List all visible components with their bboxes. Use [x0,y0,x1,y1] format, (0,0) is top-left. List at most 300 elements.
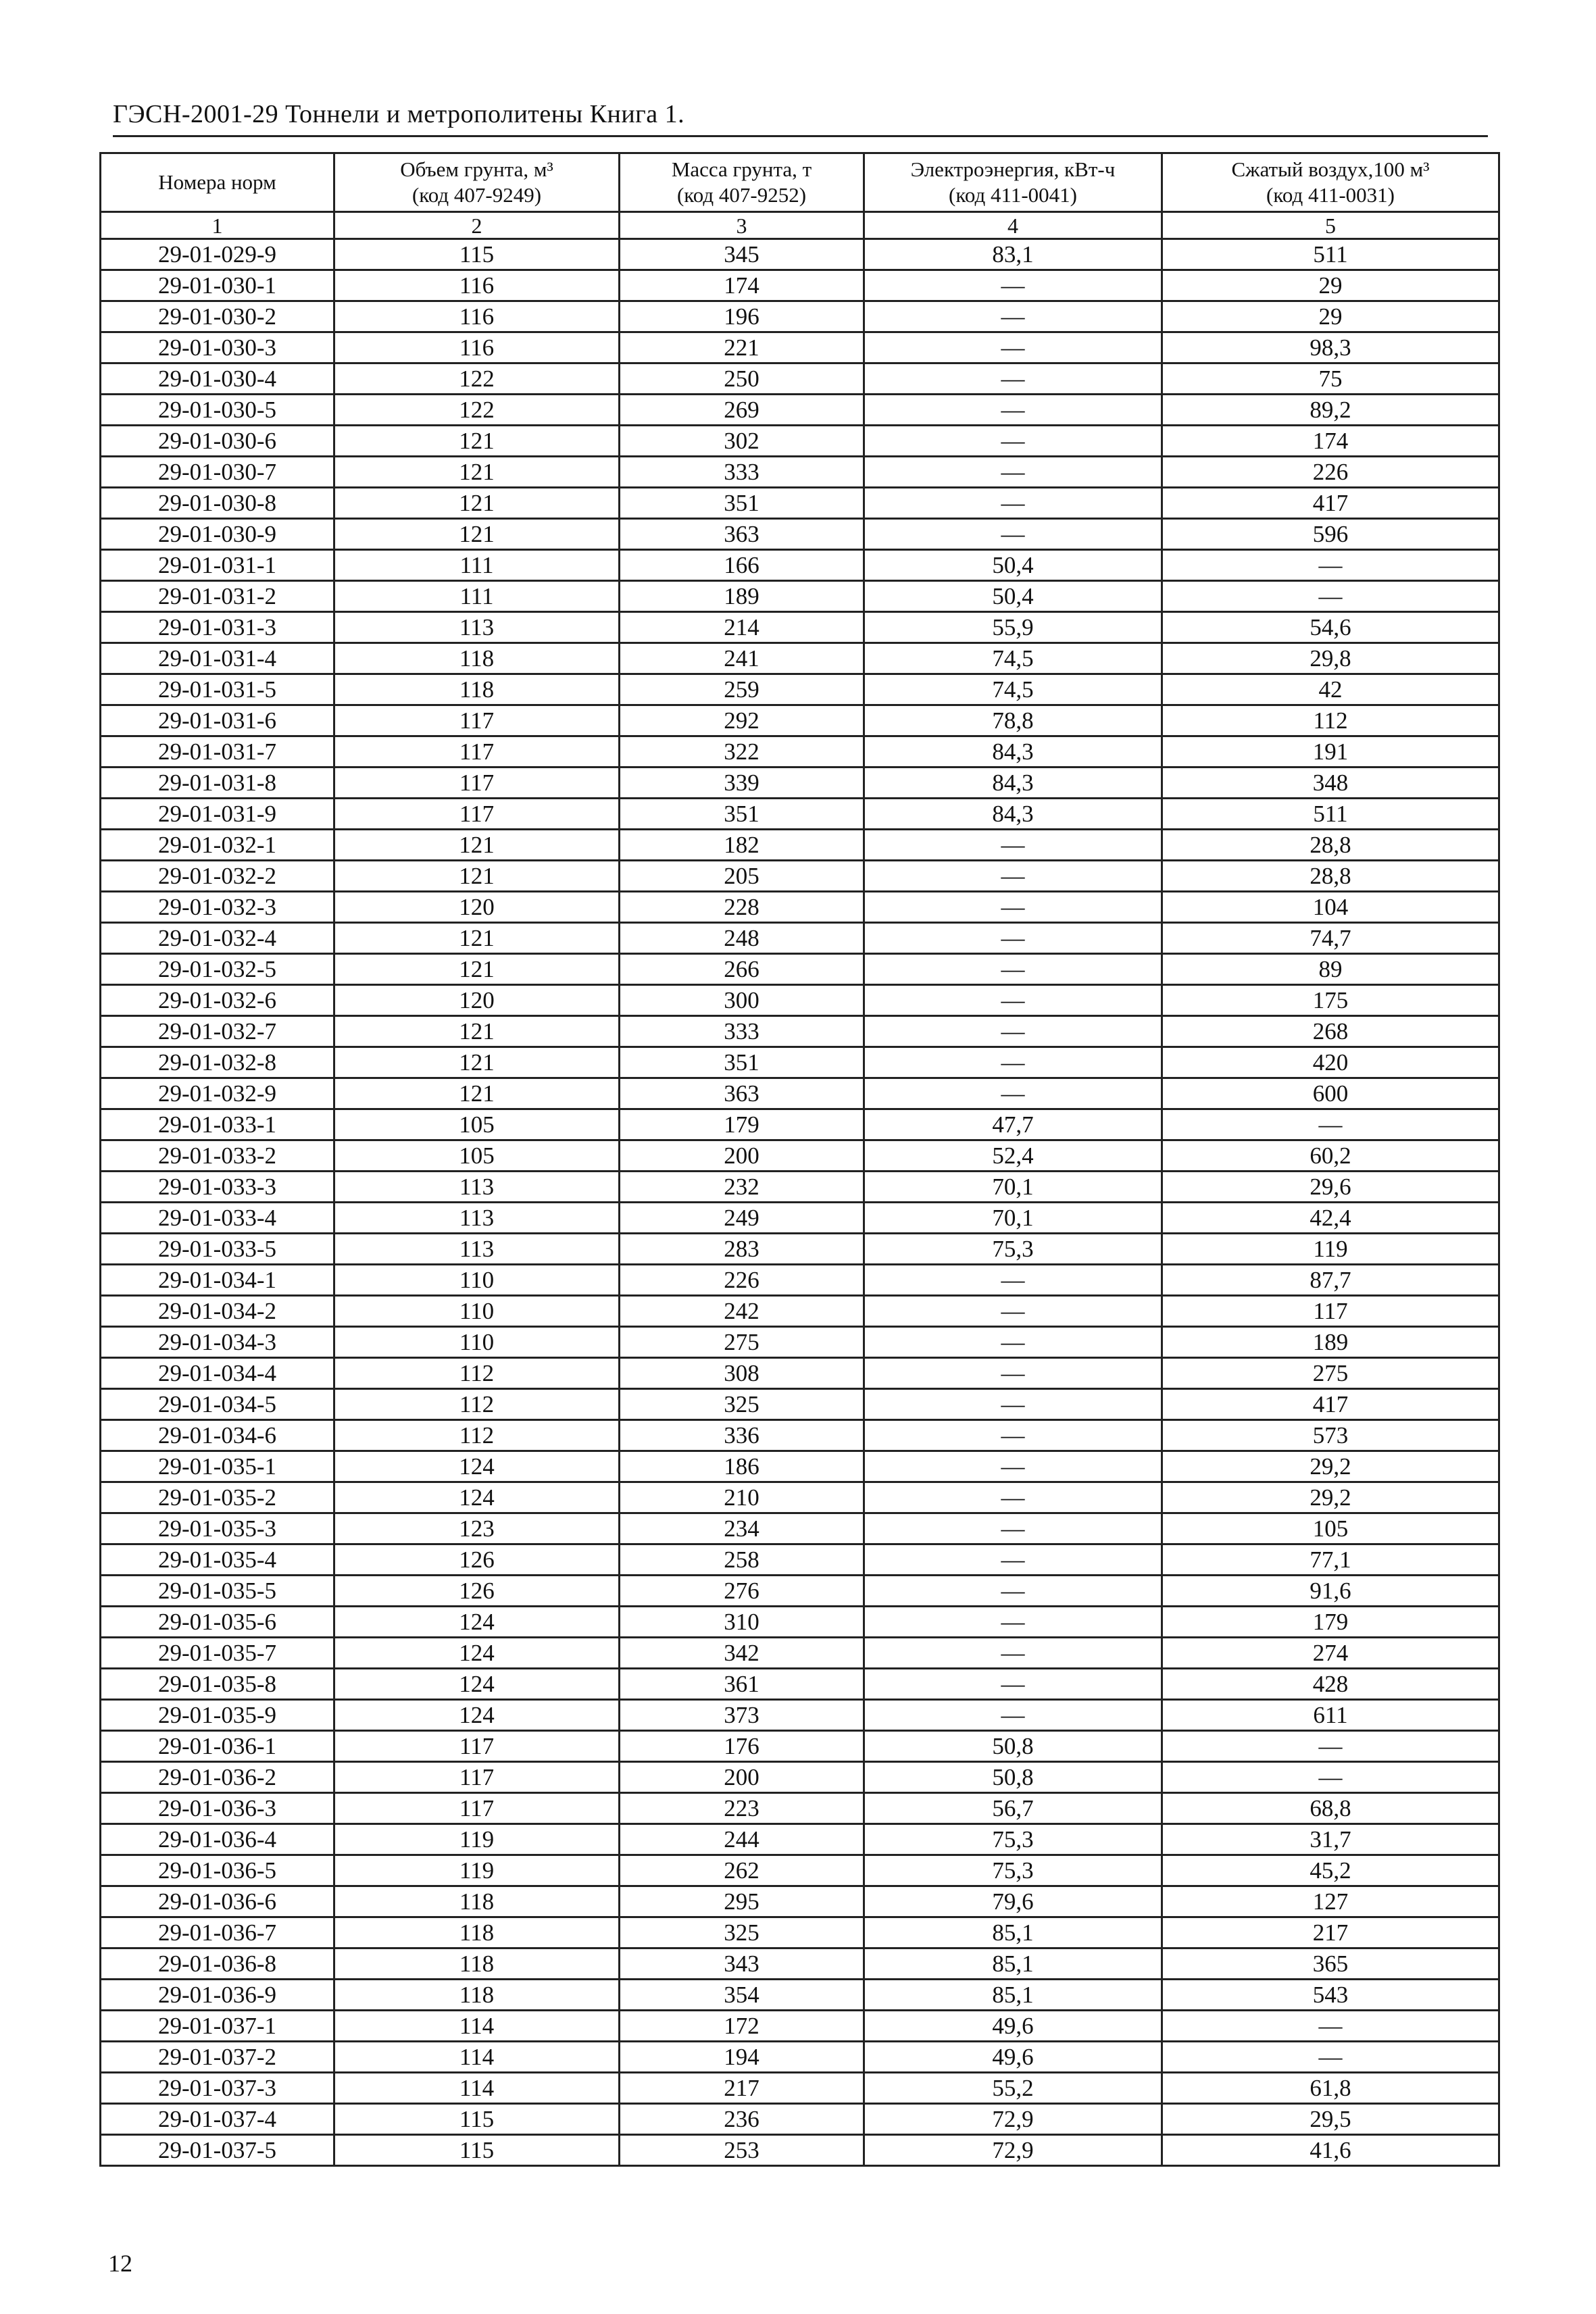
table-header-row [101,153,1499,212]
table-row [101,1762,1499,1793]
electricity-cell: — [864,1513,1162,1544]
norm-number-cell: 29-01-032-2 [101,861,334,892]
electricity-cell: 85,1 [864,1917,1162,1948]
table-row [101,1948,1499,1980]
norm-number-cell: 29-01-033-2 [101,1140,334,1172]
compressed-air-cell: 89 [1162,954,1499,985]
norm-number-cell: 29-01-036-4 [101,1824,334,1855]
soil-mass-cell: 266 [620,954,864,985]
soil-volume-cell: 126 [334,1544,620,1576]
electricity-cell: — [864,1607,1162,1638]
table-row [101,395,1499,426]
norm-number-cell: 29-01-036-8 [101,1948,334,1980]
soil-volume-cell: 122 [334,363,620,395]
soil-mass-cell: 217 [620,2073,864,2104]
electricity-cell: — [864,892,1162,923]
soil-volume-cell: 117 [334,768,620,799]
electricity-cell: 74,5 [864,674,1162,705]
table-row [101,2104,1499,2135]
table-row [101,923,1499,954]
soil-mass-cell: 172 [620,2011,864,2042]
soil-mass-cell: 226 [620,1265,864,1296]
table-row [101,1265,1499,1296]
compressed-air-cell: 77,1 [1162,1544,1499,1576]
compressed-air-cell: — [1162,1109,1499,1140]
norm-number-cell: 29-01-037-1 [101,2011,334,2042]
table-row [101,1047,1499,1078]
norm-number-cell: 29-01-031-9 [101,799,334,830]
table-row [101,1731,1499,1762]
table-row [101,239,1499,270]
soil-volume-cell: 117 [334,799,620,830]
table-row [101,2135,1499,2166]
table-row [101,1078,1499,1109]
norm-number-cell: 29-01-034-4 [101,1358,334,1389]
norm-number-cell: 29-01-035-5 [101,1576,334,1607]
column-number: 4 [864,212,1162,239]
compressed-air-cell: 60,2 [1162,1140,1499,1172]
electricity-cell: — [864,1389,1162,1420]
norm-number-cell: 29-01-033-1 [101,1109,334,1140]
soil-volume-cell: 105 [334,1109,620,1140]
soil-mass-cell: 336 [620,1420,864,1451]
table-row [101,1544,1499,1576]
norm-number-cell: 29-01-036-6 [101,1886,334,1917]
table-row [101,363,1499,395]
soil-mass-cell: 292 [620,705,864,736]
table-row [101,1482,1499,1513]
norm-number-cell: 29-01-037-3 [101,2073,334,2104]
norm-number-cell: 29-01-030-4 [101,363,334,395]
soil-volume-cell: 119 [334,1855,620,1886]
column-code: (код 407-9252) [676,183,807,207]
column-number-row [101,212,1499,239]
compressed-air-cell: — [1162,1731,1499,1762]
soil-mass-cell: 250 [620,363,864,395]
soil-mass-cell: 244 [620,1824,864,1855]
table-row [101,705,1499,736]
compressed-air-cell: 428 [1162,1669,1499,1700]
soil-mass-cell: 242 [620,1296,864,1327]
soil-mass-cell: 354 [620,1980,864,2011]
compressed-air-cell: 611 [1162,1700,1499,1731]
compressed-air-cell: 119 [1162,1234,1499,1265]
norm-number-cell: 29-01-030-8 [101,488,334,519]
norm-number-cell: 29-01-034-3 [101,1327,334,1358]
table-row [101,1855,1499,1886]
compressed-air-cell: 175 [1162,985,1499,1016]
electricity-cell: — [864,1544,1162,1576]
electricity-cell: — [864,519,1162,550]
compressed-air-cell: 29 [1162,270,1499,301]
soil-mass-cell: 300 [620,985,864,1016]
electricity-cell: 84,3 [864,736,1162,768]
compressed-air-cell: 105 [1162,1513,1499,1544]
soil-mass-cell: 345 [620,239,864,270]
electricity-cell: — [864,954,1162,985]
soil-mass-cell: 221 [620,332,864,363]
column-header-compressed-air [1162,153,1499,212]
soil-volume-cell: 118 [334,1886,620,1917]
soil-volume-cell: 115 [334,2104,620,2135]
norm-number-cell: 29-01-031-7 [101,736,334,768]
table-row [101,674,1499,705]
electricity-cell: 79,6 [864,1886,1162,1917]
norm-number-cell: 29-01-037-4 [101,2104,334,2135]
soil-mass-cell: 258 [620,1544,864,1576]
norm-number-cell: 29-01-031-6 [101,705,334,736]
soil-volume-cell: 118 [334,643,620,674]
table-row [101,1607,1499,1638]
soil-volume-cell: 121 [334,1078,620,1109]
soil-volume-cell: 112 [334,1420,620,1451]
soil-mass-cell: 179 [620,1109,864,1140]
norm-number-cell: 29-01-030-9 [101,519,334,550]
electricity-cell: — [864,363,1162,395]
compressed-air-cell: — [1162,581,1499,612]
compressed-air-cell: 29,6 [1162,1172,1499,1203]
compressed-air-cell: 68,8 [1162,1793,1499,1824]
electricity-cell: — [864,1265,1162,1296]
soil-volume-cell: 121 [334,488,620,519]
soil-mass-cell: 200 [620,1140,864,1172]
soil-volume-cell: 117 [334,705,620,736]
norms-table [99,152,1500,2167]
soil-volume-cell: 126 [334,1576,620,1607]
electricity-cell: — [864,332,1162,363]
compressed-air-cell: 31,7 [1162,1824,1499,1855]
norm-number-cell: 29-01-035-2 [101,1482,334,1513]
norm-number-cell: 29-01-030-2 [101,301,334,332]
compressed-air-cell: 348 [1162,768,1499,799]
soil-mass-cell: 259 [620,674,864,705]
soil-mass-cell: 333 [620,457,864,488]
soil-mass-cell: 176 [620,1731,864,1762]
table-row [101,2073,1499,2104]
table-row [101,799,1499,830]
compressed-air-cell: — [1162,1762,1499,1793]
compressed-air-cell: 61,8 [1162,2073,1499,2104]
soil-volume-cell: 113 [334,1172,620,1203]
electricity-cell: — [864,1078,1162,1109]
electricity-cell: 84,3 [864,768,1162,799]
soil-volume-cell: 120 [334,985,620,1016]
soil-mass-cell: 186 [620,1451,864,1482]
norm-number-cell: 29-01-036-7 [101,1917,334,1948]
soil-volume-cell: 110 [334,1327,620,1358]
soil-volume-cell: 114 [334,2011,620,2042]
table-row [101,457,1499,488]
compressed-air-cell: 104 [1162,892,1499,923]
table-row [101,1358,1499,1389]
soil-volume-cell: 114 [334,2073,620,2104]
table-row [101,1389,1499,1420]
soil-mass-cell: 363 [620,1078,864,1109]
soil-volume-cell: 117 [334,1793,620,1824]
table-row [101,488,1499,519]
compressed-air-cell: 98,3 [1162,332,1499,363]
electricity-cell: — [864,1016,1162,1047]
soil-volume-cell: 112 [334,1389,620,1420]
norm-number-cell: 29-01-034-5 [101,1389,334,1420]
soil-volume-cell: 114 [334,2042,620,2073]
soil-volume-cell: 105 [334,1140,620,1172]
table-row [101,581,1499,612]
electricity-cell: 78,8 [864,705,1162,736]
column-title: Электроэнергия, кВт-ч [910,157,1116,181]
compressed-air-cell: 28,8 [1162,861,1499,892]
soil-mass-cell: 361 [620,1669,864,1700]
soil-volume-cell: 118 [334,1980,620,2011]
norm-number-cell: 29-01-032-7 [101,1016,334,1047]
electricity-cell: 55,9 [864,612,1162,643]
table-row [101,1669,1499,1700]
column-code: (код 407-9249) [412,183,542,207]
column-title: Масса грунта, т [671,157,812,181]
soil-mass-cell: 308 [620,1358,864,1389]
norm-number-cell: 29-01-031-4 [101,643,334,674]
soil-volume-cell: 111 [334,550,620,581]
norm-number-cell: 29-01-032-9 [101,1078,334,1109]
electricity-cell: 55,2 [864,2073,1162,2104]
table-row [101,1203,1499,1234]
electricity-cell: — [864,985,1162,1016]
table-row [101,768,1499,799]
compressed-air-cell: 89,2 [1162,395,1499,426]
electricity-cell: 75,3 [864,1855,1162,1886]
electricity-cell: — [864,1451,1162,1482]
compressed-air-cell: 511 [1162,239,1499,270]
electricity-cell: — [864,1700,1162,1731]
soil-mass-cell: 196 [620,301,864,332]
soil-volume-cell: 122 [334,395,620,426]
electricity-cell: — [864,301,1162,332]
soil-volume-cell: 121 [334,830,620,861]
electricity-cell: — [864,861,1162,892]
soil-mass-cell: 248 [620,923,864,954]
table-row [101,332,1499,363]
compressed-air-cell: 75 [1162,363,1499,395]
column-title: Номера норм [158,170,276,194]
soil-mass-cell: 322 [620,736,864,768]
electricity-cell: 72,9 [864,2135,1162,2166]
electricity-cell: — [864,1638,1162,1669]
table-body [101,239,1499,2166]
soil-mass-cell: 214 [620,612,864,643]
table-row [101,2042,1499,2073]
column-title: Сжатый воздух,100 м³ [1231,157,1430,181]
column-number: 1 [101,212,334,239]
norm-number-cell: 29-01-034-6 [101,1420,334,1451]
table-row [101,643,1499,674]
compressed-air-cell: 191 [1162,736,1499,768]
norm-number-cell: 29-01-031-3 [101,612,334,643]
norm-number-cell: 29-01-036-3 [101,1793,334,1824]
norm-number-cell: 29-01-033-5 [101,1234,334,1265]
soil-volume-cell: 115 [334,239,620,270]
compressed-air-cell: 42,4 [1162,1203,1499,1234]
soil-mass-cell: 200 [620,1762,864,1793]
soil-volume-cell: 124 [334,1669,620,1700]
norm-number-cell: 29-01-035-3 [101,1513,334,1544]
norm-number-cell: 29-01-036-2 [101,1762,334,1793]
electricity-cell: 85,1 [864,1948,1162,1980]
soil-mass-cell: 342 [620,1638,864,1669]
norm-number-cell: 29-01-035-8 [101,1669,334,1700]
electricity-cell: — [864,426,1162,457]
column-number: 3 [620,212,864,239]
soil-mass-cell: 210 [620,1482,864,1513]
column-header-norm-number [101,153,334,212]
electricity-cell: 50,8 [864,1762,1162,1793]
electricity-cell: 56,7 [864,1793,1162,1824]
soil-volume-cell: 113 [334,612,620,643]
table-row [101,861,1499,892]
soil-volume-cell: 116 [334,332,620,363]
norm-number-cell: 29-01-031-2 [101,581,334,612]
column-number: 5 [1162,212,1499,239]
electricity-cell: 83,1 [864,239,1162,270]
soil-mass-cell: 302 [620,426,864,457]
table-row [101,270,1499,301]
table-row [101,1980,1499,2011]
table-row [101,1513,1499,1544]
electricity-cell: — [864,1576,1162,1607]
electricity-cell: 84,3 [864,799,1162,830]
electricity-cell: — [864,270,1162,301]
electricity-cell: 75,3 [864,1824,1162,1855]
norm-number-cell: 29-01-036-9 [101,1980,334,2011]
compressed-air-cell: — [1162,2011,1499,2042]
electricity-cell: 50,8 [864,1731,1162,1762]
electricity-cell: — [864,830,1162,861]
electricity-cell: — [864,457,1162,488]
table-row [101,1824,1499,1855]
soil-volume-cell: 121 [334,923,620,954]
compressed-air-cell: 417 [1162,1389,1499,1420]
document-title: ГЭСН-2001-29 Тоннели и метрополитены Книга 1. [113,100,685,128]
norm-number-cell: 29-01-032-5 [101,954,334,985]
soil-volume-cell: 124 [334,1607,620,1638]
column-number: 2 [334,212,620,239]
electricity-cell: 47,7 [864,1109,1162,1140]
soil-volume-cell: 111 [334,581,620,612]
soil-volume-cell: 123 [334,1513,620,1544]
table-row [101,1296,1499,1327]
table-row [101,892,1499,923]
soil-mass-cell: 325 [620,1389,864,1420]
norm-number-cell: 29-01-032-6 [101,985,334,1016]
soil-mass-cell: 363 [620,519,864,550]
table-row [101,1700,1499,1731]
norm-number-cell: 29-01-031-5 [101,674,334,705]
norm-number-cell: 29-01-037-5 [101,2135,334,2166]
soil-mass-cell: 269 [620,395,864,426]
compressed-air-cell: 29,8 [1162,643,1499,674]
soil-volume-cell: 117 [334,736,620,768]
soil-mass-cell: 182 [620,830,864,861]
electricity-cell: — [864,395,1162,426]
norm-number-cell: 29-01-030-1 [101,270,334,301]
soil-mass-cell: 228 [620,892,864,923]
table-row [101,2011,1499,2042]
norm-number-cell: 29-01-030-7 [101,457,334,488]
soil-volume-cell: 121 [334,457,620,488]
norm-number-cell: 29-01-030-6 [101,426,334,457]
compressed-air-cell: 28,8 [1162,830,1499,861]
soil-volume-cell: 117 [334,1731,620,1762]
table-row [101,1793,1499,1824]
norm-number-cell: 29-01-032-4 [101,923,334,954]
electricity-cell: 74,5 [864,643,1162,674]
table-row [101,1420,1499,1451]
soil-volume-cell: 112 [334,1358,620,1389]
electricity-cell: 50,4 [864,550,1162,581]
column-header-soil-volume [334,153,620,212]
soil-volume-cell: 124 [334,1700,620,1731]
norm-number-cell: 29-01-034-1 [101,1265,334,1296]
norm-number-cell: 29-01-032-8 [101,1047,334,1078]
soil-volume-cell: 121 [334,1047,620,1078]
soil-volume-cell: 116 [334,301,620,332]
column-code: (код 411-0031) [1266,183,1395,207]
electricity-cell: — [864,923,1162,954]
table-row [101,1917,1499,1948]
soil-mass-cell: 189 [620,581,864,612]
electricity-cell: 72,9 [864,2104,1162,2135]
soil-mass-cell: 283 [620,1234,864,1265]
compressed-air-cell: 511 [1162,799,1499,830]
norm-number-cell: 29-01-033-4 [101,1203,334,1234]
electricity-cell: 52,4 [864,1140,1162,1172]
compressed-air-cell: — [1162,550,1499,581]
soil-volume-cell: 119 [334,1824,620,1855]
electricity-cell: — [864,1358,1162,1389]
soil-mass-cell: 166 [620,550,864,581]
compressed-air-cell: 174 [1162,426,1499,457]
electricity-cell: 70,1 [864,1172,1162,1203]
electricity-cell: — [864,1327,1162,1358]
table-row [101,1576,1499,1607]
table-row [101,1140,1499,1172]
soil-mass-cell: 276 [620,1576,864,1607]
table-row [101,830,1499,861]
norm-number-cell: 29-01-031-8 [101,768,334,799]
norm-number-cell: 29-01-036-1 [101,1731,334,1762]
soil-mass-cell: 241 [620,643,864,674]
compressed-air-cell: 127 [1162,1886,1499,1917]
soil-mass-cell: 325 [620,1917,864,1948]
electricity-cell: — [864,1669,1162,1700]
soil-mass-cell: 234 [620,1513,864,1544]
norm-number-cell: 29-01-030-3 [101,332,334,363]
table-row [101,426,1499,457]
table-row [101,1638,1499,1669]
compressed-air-cell: 112 [1162,705,1499,736]
compressed-air-cell: — [1162,2042,1499,2073]
soil-volume-cell: 118 [334,1948,620,1980]
norm-number-cell: 29-01-030-5 [101,395,334,426]
compressed-air-cell: 29,2 [1162,1451,1499,1482]
norm-number-cell: 29-01-035-4 [101,1544,334,1576]
norm-number-cell: 29-01-031-1 [101,550,334,581]
compressed-air-cell: 573 [1162,1420,1499,1451]
table-row [101,954,1499,985]
compressed-air-cell: 42 [1162,674,1499,705]
page-header [113,93,1488,137]
soil-mass-cell: 351 [620,488,864,519]
soil-mass-cell: 236 [620,2104,864,2135]
